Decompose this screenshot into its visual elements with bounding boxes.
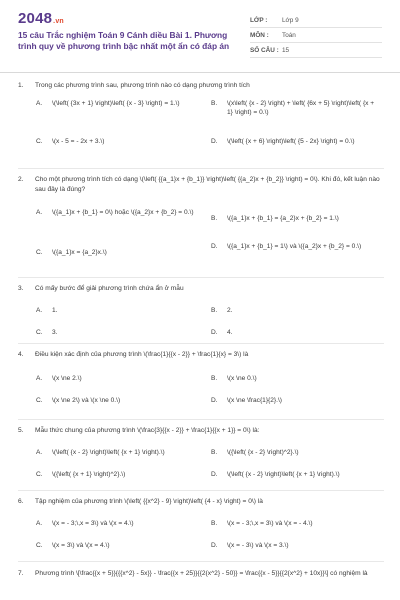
meta-subject: [250, 28, 382, 43]
option-b[interactable]: B. \(x\left( {x - 2} \right) + \left( {6x + 5} \right)\left( {x + 1} \right) = 0.\): [211, 99, 375, 117]
option-d[interactable]: D. \(x \ne \frac{1}{2}.\): [211, 396, 282, 404]
option-d[interactable]: D. \(\left( {x - 2} \right)\left( {x + 1} \right).\): [211, 470, 340, 478]
question-text: Tập nghiệm của phương trình \(\left( {{x^2} - 9} \right)\left( {4 - x} \right) = 0\) là: [35, 498, 263, 505]
quiz-meta: [250, 13, 382, 58]
meta-grade: [250, 13, 382, 28]
question-5: [18, 426, 384, 478]
option-d[interactable]: D. \(x = - 3\) và \(x = 3.\): [211, 541, 289, 549]
question-number: 4.: [18, 351, 24, 358]
divider: [18, 343, 384, 344]
option-c[interactable]: C. 3.: [36, 328, 58, 336]
meta-subject-value: Toán: [282, 31, 296, 39]
divider: [18, 561, 384, 562]
option-a[interactable]: A. \(x \ne 2.\): [36, 374, 82, 382]
question-number: 7.: [18, 570, 24, 577]
meta-grade-value: Lớp 9: [282, 16, 299, 24]
option-a[interactable]: A. 1.: [36, 306, 58, 314]
question-text: Phương trình \[\frac{{x + 5}}{{{x^2} - 5x}} - \frac{{x + 25}}{{2{x^2} - 50}} = \frac{{x - 5}}{{2{x^2} + 10x}}\] có nghiệm là: [35, 570, 368, 577]
option-c[interactable]: C. \({\left( {x + 1} \right)^2}.\): [36, 470, 126, 478]
question-text: Trong các phương trình sau, phương trình nào có dạng phương trình tích: [35, 82, 250, 89]
option-c[interactable]: C. \(x - 5 = - 2x + 3.\): [36, 137, 105, 145]
meta-subject-label: MÔN :: [250, 31, 269, 39]
option-b[interactable]: B. \(x \ne 0.\): [211, 374, 257, 382]
question-7: [18, 569, 384, 579]
divider: [18, 419, 384, 420]
question-6: [18, 497, 384, 549]
option-b[interactable]: B. \(x = - 3;\,x = 3\) và \(x = - 4.\): [211, 519, 313, 527]
option-b[interactable]: B. \({a_1}x + {b_1} = {a_2}x + {b_2} = 1.\): [211, 215, 339, 223]
question-number: 2.: [18, 176, 24, 183]
meta-count: [250, 43, 382, 58]
question-text: Có mấy bước để giải phương trình chứa ẩn ở mẫu: [35, 285, 184, 292]
meta-count-label: SỐ CÂU :: [250, 46, 279, 54]
question-4: [18, 350, 384, 404]
meta-grade-label: LỚP :: [250, 16, 268, 24]
header-divider: [0, 72, 400, 73]
question-3: [18, 284, 384, 336]
option-d[interactable]: D. \(\left( {x + 6} \right)\left( {5 - 2x} \right) = 0.\): [211, 137, 355, 145]
question-2: [18, 175, 384, 257]
option-b[interactable]: B. 2.: [211, 306, 233, 314]
divider: [18, 490, 384, 491]
divider: [18, 277, 384, 278]
question-number: 1.: [18, 82, 24, 89]
option-a[interactable]: A. \(x = - 3;\,x = 3\) và \(x = 4.\): [36, 519, 134, 527]
meta-count-value: 15: [282, 46, 290, 54]
question-number: 6.: [18, 498, 24, 505]
option-d[interactable]: D. 4.: [211, 328, 233, 336]
header: [0, 0, 400, 66]
site-logo[interactable]: 2048.vn: [18, 10, 64, 27]
question-text: Điều kiện xác định của phương trình \(\frac{1}{{x - 2}} + \frac{1}{x} = 3\) là: [35, 351, 249, 358]
option-c[interactable]: C. \(x \ne 2\) và \(x \ne 0.\): [36, 396, 121, 404]
question-text: Mẫu thức chung của phương trình \(\frac{3}{{x - 2}} + \frac{1}{{x + 1}} = 0\) là:: [35, 427, 260, 434]
option-c[interactable]: C. \({a_1}x = {a_2}x.\): [36, 249, 107, 257]
option-d[interactable]: D. \({a_1}x + {b_1} = 1\) và \({a_2}x + {b_2} = 0.\): [211, 243, 362, 251]
page-title: 15 câu Trắc nghiệm Toán 9 Cánh diều Bài 1. Phương trình quy về phương trình bậc nhất một ẩn có đáp án: [18, 30, 230, 51]
question-text: Cho một phương trình tích có dạng \(\left( {{a_1}x + {b_1}} \right)\left( {{a_2}x + {b_2}} \right) = 0\). Khi đó, kết luận nào sau đây là đúng?: [35, 176, 380, 193]
question-number: 5.: [18, 427, 24, 434]
option-a[interactable]: A. \(\left( {x - 2} \right)\left( {x + 1} \right).\): [36, 448, 165, 456]
option-c[interactable]: C. \(x = 3\) và \(x = 4.\): [36, 541, 110, 549]
option-a[interactable]: A. \(\left( {3x + 1} \right)\left( {x - 3} \right) = 1.\): [36, 99, 180, 107]
question-1: [18, 81, 384, 145]
question-number: 3.: [18, 285, 24, 292]
option-a[interactable]: A. \({a_1}x + {b_1} = 0\) hoặc \({a_2}x + {b_2} = 0.\): [36, 209, 194, 217]
divider: [18, 168, 384, 169]
option-b[interactable]: B. \({\left( {x - 2} \right)^2}.\): [211, 448, 299, 456]
